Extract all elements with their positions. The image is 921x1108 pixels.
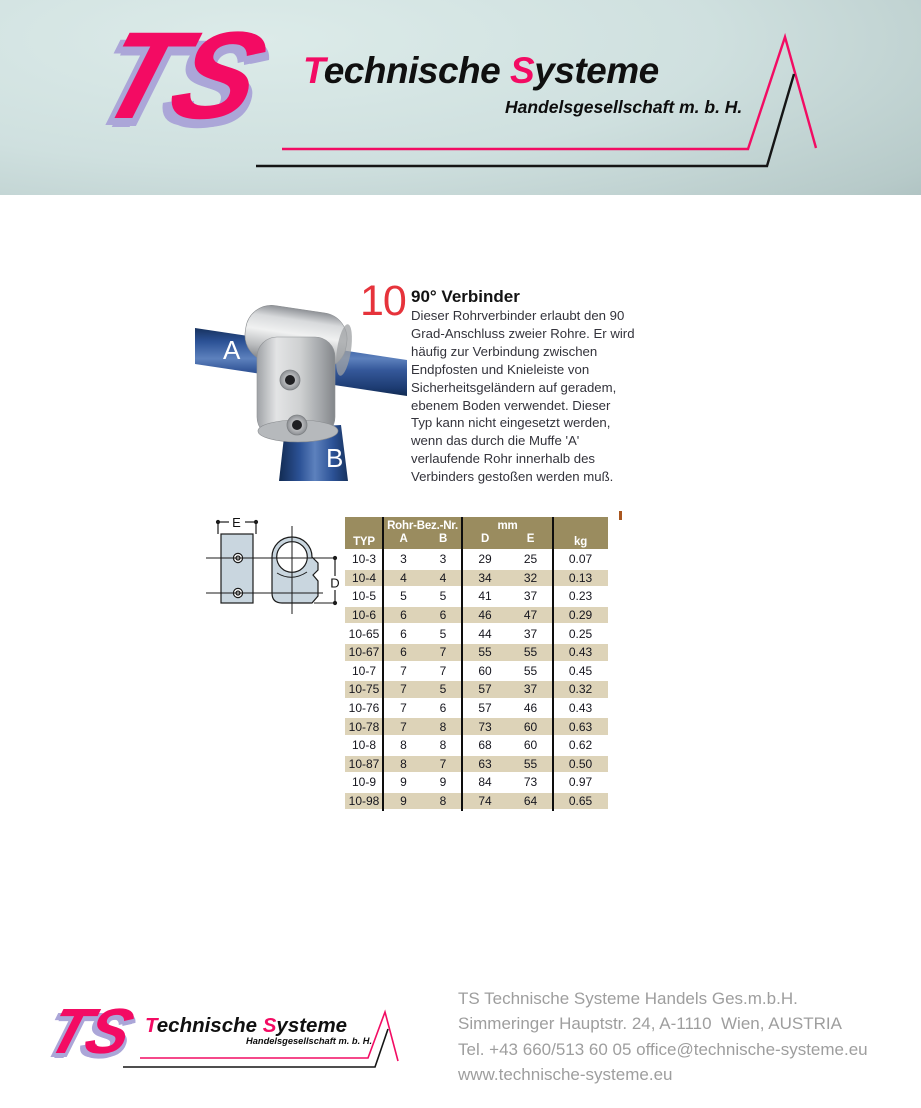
cell-kg: 0.97 [553, 773, 608, 792]
cell-a: 7 [383, 717, 424, 736]
table-row [345, 680, 608, 699]
cell-kg: 0.07 [553, 550, 608, 569]
cell-d: 73 [462, 717, 508, 736]
col-header-e: E [508, 533, 553, 550]
footer-address [458, 986, 868, 1087]
cell-b: 8 [424, 736, 462, 755]
cell-kg: 0.45 [553, 662, 608, 681]
cell-d: 68 [462, 736, 508, 755]
photo-label-a: A [223, 335, 241, 365]
table-row [345, 755, 608, 774]
cell-kg: 0.32 [553, 680, 608, 699]
cell-kg: 0.25 [553, 624, 608, 643]
header-banner [0, 0, 921, 195]
photo-label-b: B [326, 443, 344, 473]
col-header-b: B [424, 533, 462, 550]
cell-typ: 10-67 [345, 643, 383, 662]
cell-b: 7 [424, 755, 462, 774]
cell-typ: 10-65 [345, 624, 383, 643]
table-divider [552, 517, 554, 811]
cell-typ: 10-7 [345, 662, 383, 681]
table-row [345, 569, 608, 588]
spec-table-body [345, 550, 608, 810]
cell-e: 37 [508, 624, 553, 643]
table-row [345, 736, 608, 755]
address-street: Simmeringer Hauptstr. 24, A-1110 Wien, AUSTRIA [458, 1014, 842, 1034]
address-website: www.technische-systeme.eu [458, 1064, 673, 1084]
col-header-d: D [462, 533, 508, 550]
cell-e: 37 [508, 587, 553, 606]
cell-a: 9 [383, 773, 424, 792]
cell-a: 7 [383, 699, 424, 718]
cell-typ: 10-78 [345, 717, 383, 736]
cell-a: 5 [383, 587, 424, 606]
cell-e: 55 [508, 662, 553, 681]
table-row [345, 587, 608, 606]
cell-typ: 10-8 [345, 736, 383, 755]
table-divider [382, 517, 384, 811]
technical-drawing [202, 502, 347, 627]
cell-b: 9 [424, 773, 462, 792]
table-row [345, 643, 608, 662]
product-number: 10 [360, 277, 406, 325]
footer-brand-initial-t: T [145, 1014, 157, 1037]
cell-e: 60 [508, 717, 553, 736]
cell-d: 46 [462, 606, 508, 625]
cell-a: 7 [383, 662, 424, 681]
cell-b: 7 [424, 662, 462, 681]
cell-d: 63 [462, 755, 508, 774]
cell-typ: 10-87 [345, 755, 383, 774]
cell-kg: 0.63 [553, 717, 608, 736]
cell-e: 46 [508, 699, 553, 718]
table-row [345, 773, 608, 792]
table-row [345, 699, 608, 718]
cell-typ: 10-5 [345, 587, 383, 606]
cell-b: 8 [424, 792, 462, 811]
cell-e: 37 [508, 680, 553, 699]
table-row [345, 792, 608, 811]
table-divider [461, 517, 463, 811]
cell-a: 8 [383, 755, 424, 774]
cell-typ: 10-75 [345, 680, 383, 699]
col-group-mm: mm [462, 517, 553, 533]
col-header-kg: kg [553, 517, 608, 550]
cell-d: 60 [462, 662, 508, 681]
cell-typ: 10-98 [345, 792, 383, 811]
logo-zigzag-lines-icon [0, 0, 921, 195]
cell-kg: 0.43 [553, 643, 608, 662]
cell-typ: 10-76 [345, 699, 383, 718]
product-description: Dieser Rohrverbinder erlaubt den 90 Grad-Anschluss zweier Rohre. Er wird häufig zur Verbindung zwischen Endpfosten und Knieleiste von Sicherheitsgeländern auf geradem, ebenem Boden verwendet. Dieser Typ kann nicht eingesetzt werden, wenn das durch die Muffe 'A' verlaufende Rohr innerhalb des Verbinders gestoßen werden muß. [411, 308, 635, 485]
cell-b: 8 [424, 717, 462, 736]
cell-e: 73 [508, 773, 553, 792]
cell-e: 60 [508, 736, 553, 755]
address-company: TS Technische Systeme Handels Ges.m.b.H. [458, 989, 798, 1008]
cell-d: 55 [462, 643, 508, 662]
cell-kg: 0.65 [553, 792, 608, 811]
col-header-typ: TYP [345, 517, 383, 550]
cell-e: 32 [508, 569, 553, 588]
cell-a: 6 [383, 606, 424, 625]
cell-d: 57 [462, 699, 508, 718]
brand-initial-s: S [510, 50, 535, 91]
cell-d: 29 [462, 550, 508, 569]
footer-brand-rest1: echnische [156, 1014, 263, 1037]
brand-rest2: ysteme [534, 50, 659, 91]
cell-kg: 0.23 [553, 587, 608, 606]
spec-table [345, 517, 608, 811]
footer-zigzag-lines-icon [110, 1005, 410, 1077]
cell-kg: 0.13 [553, 569, 608, 588]
cell-b: 4 [424, 569, 462, 588]
cell-b: 7 [424, 643, 462, 662]
cell-e: 25 [508, 550, 553, 569]
footer-brand-rest2: ysteme [276, 1014, 348, 1037]
cell-kg: 0.62 [553, 736, 608, 755]
dim-label-d: D [330, 575, 340, 591]
cell-kg: 0.43 [553, 699, 608, 718]
cell-a: 9 [383, 792, 424, 811]
cell-d: 34 [462, 569, 508, 588]
cell-b: 5 [424, 587, 462, 606]
table-row [345, 624, 608, 643]
cell-e: 55 [508, 643, 553, 662]
cell-d: 74 [462, 792, 508, 811]
page-margin-tick [619, 511, 622, 520]
cell-typ: 10-9 [345, 773, 383, 792]
cell-kg: 0.50 [553, 755, 608, 774]
brand-subtitle: Handelsgesellschaft m. b. H. [505, 97, 743, 117]
product-title: 90° Verbinder [411, 287, 520, 306]
cell-d: 57 [462, 680, 508, 699]
cell-typ: 10-4 [345, 569, 383, 588]
brand-rest1: echnische [323, 50, 510, 91]
footer-ts-logo-icon: TS [39, 995, 140, 1067]
cell-b: 5 [424, 624, 462, 643]
cell-e: 55 [508, 755, 553, 774]
cell-a: 3 [383, 550, 424, 569]
cell-d: 41 [462, 587, 508, 606]
cell-e: 47 [508, 606, 553, 625]
spec-table-header [345, 517, 608, 550]
cell-a: 7 [383, 680, 424, 699]
col-header-a: A [383, 533, 424, 550]
cell-a: 4 [383, 569, 424, 588]
cell-b: 3 [424, 550, 462, 569]
table-row [345, 717, 608, 736]
cell-typ: 10-3 [345, 550, 383, 569]
table-row [345, 662, 608, 681]
cell-kg: 0.29 [553, 606, 608, 625]
cell-e: 64 [508, 792, 553, 811]
cell-b: 5 [424, 680, 462, 699]
cell-b: 6 [424, 606, 462, 625]
table-row [345, 550, 608, 569]
address-phone-email: Tel. +43 660/513 60 05 office@technische-systeme.eu [458, 1039, 868, 1059]
cell-d: 84 [462, 773, 508, 792]
footer-brand-initial-s: S [262, 1014, 277, 1037]
dim-label-e: E [232, 515, 241, 530]
cell-b: 6 [424, 699, 462, 718]
cell-a: 8 [383, 736, 424, 755]
cell-d: 44 [462, 624, 508, 643]
col-group-rohr: Rohr-Bez.-Nr. [383, 517, 462, 533]
brand-initial-t: T [303, 50, 324, 91]
cell-typ: 10-6 [345, 606, 383, 625]
table-row [345, 606, 608, 625]
product-photo [195, 303, 407, 481]
cell-a: 6 [383, 643, 424, 662]
cell-a: 6 [383, 624, 424, 643]
footer-brand-subtitle: Handelsgesellschaft m. b. H. [246, 1036, 373, 1046]
ts-logo-icon: TS [83, 7, 277, 145]
